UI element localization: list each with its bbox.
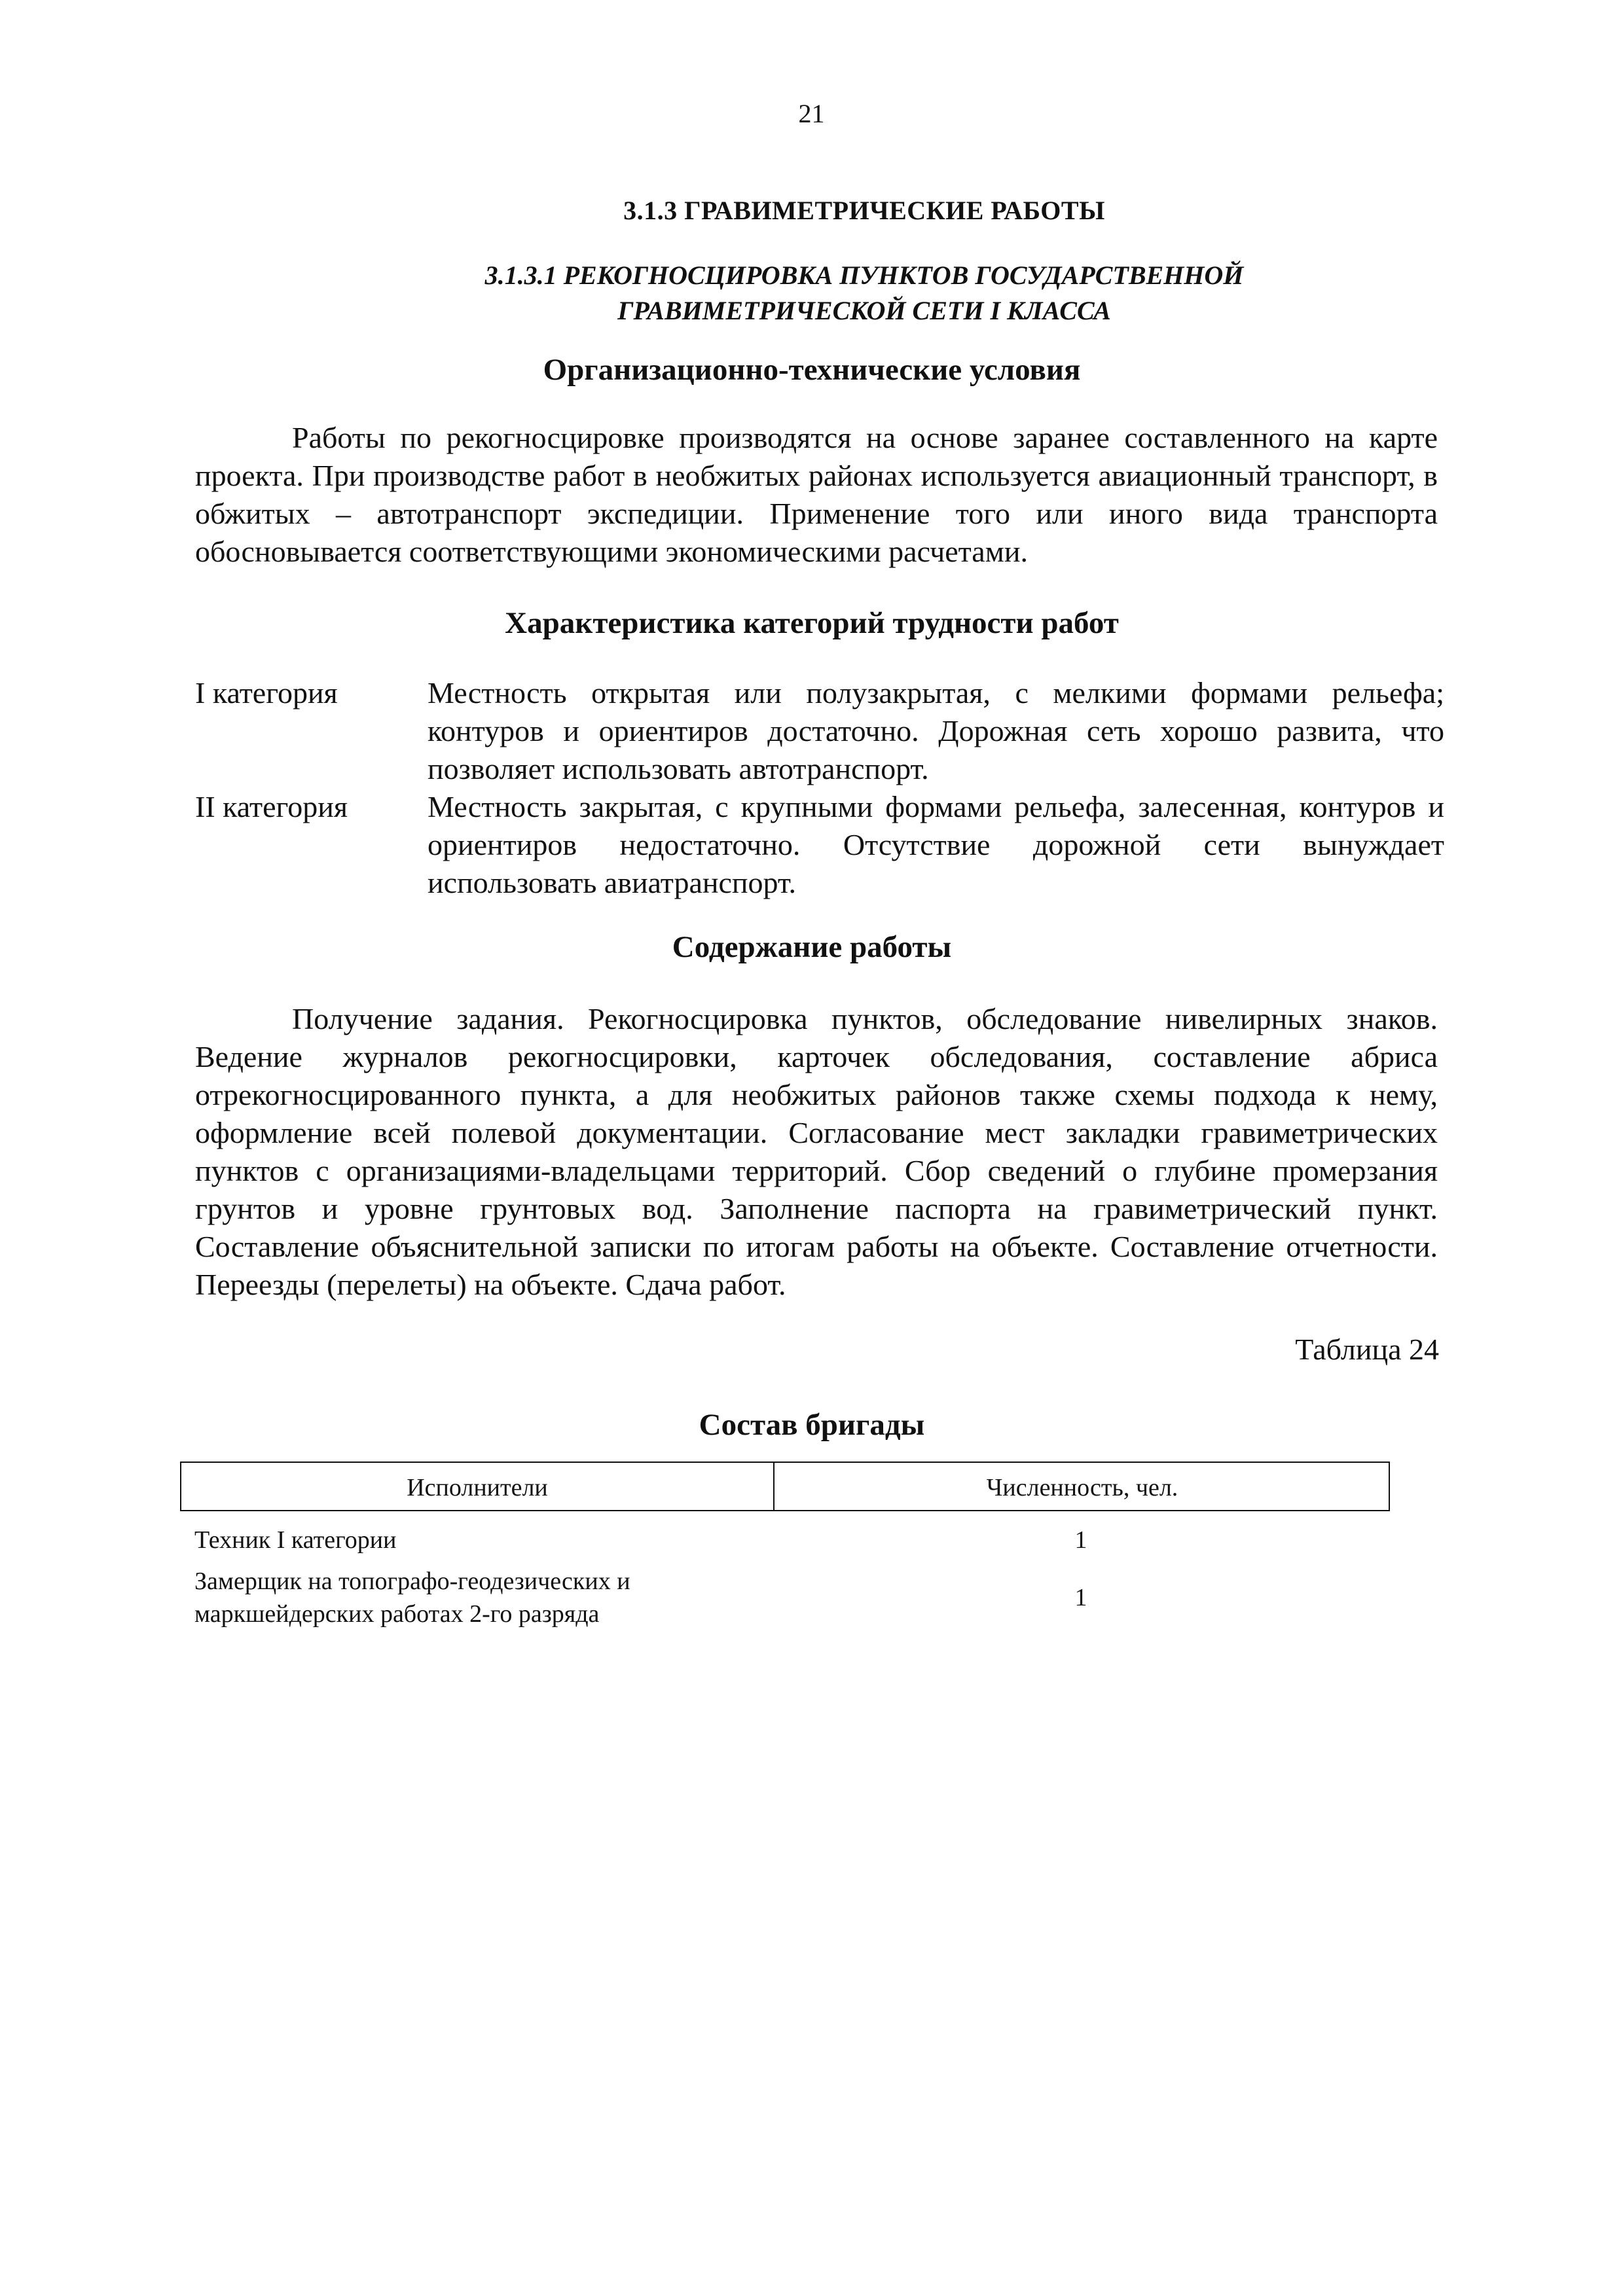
page-number: 21 (798, 99, 825, 128)
category-name: I категория (195, 676, 338, 709)
subsection-title-line-1: 3.1.3.1 РЕКОГНОСЦИРОВКА ПУНКТОВ ГОСУДАРСТВЕННОЙ (484, 260, 1244, 290)
performer-line-1: Техник I категории (194, 1526, 397, 1554)
org-conditions-heading: Организационно-технические условия (543, 353, 1081, 387)
subsection-title (196, 258, 1532, 329)
work-content-paragraph: Получение задания. Рекогносцировка пунктов, обследование нивелирных знаков. Ведение журналов рекогносцировки, карточек обследования, составление абриса отрекогносцированного пункта, а для необжитых районов также схемы подхода к нему, оформление всей полевой документации. Согласование мест закладки гравиметрических пунктов с организациями-владельцами территорий. Сбор сведений о глубине промерзания грунтов и уровне грунтовых вод. Заполнение паспорта на гравиметрический пункт. Составление объяснительной записки по итогам работы на объекте. Составление отчетности. Переезды (перелеты) на объекте. Сдача работ. (195, 1002, 1438, 1301)
performer-cell (194, 1524, 757, 1556)
section-title: 3.1.3 ГРАВИМЕТРИЧЕСКИЕ РАБОТЫ (623, 196, 1105, 225)
column-header-count: Численность, чел. (986, 1474, 1178, 1501)
count-cell: 1 (1074, 1584, 1087, 1611)
difficulty-heading: Характеристика категорий трудности работ (505, 606, 1119, 640)
team-table-title: Состав бригады (699, 1408, 925, 1442)
performer-cell (194, 1565, 757, 1630)
subsection-title-line-2: ГРАВИМЕТРИЧЕСКОЙ СЕТИ I КЛАССА (617, 296, 1111, 325)
category-name: II категория (195, 790, 348, 823)
performer-line-2: маркшейдерских работах 2-го разряда (194, 1600, 600, 1628)
team-table-header (180, 1462, 1390, 1511)
work-content-heading: Содержание работы (672, 930, 952, 964)
table-caption: Таблица 24 (1295, 1333, 1439, 1366)
count-cell: 1 (1074, 1526, 1087, 1554)
category-description: Местность открытая или полузакрытая, с мелкими формами рельефа; контуров и ориентиров достаточно. Дорожная сеть хорошо развита, что позволяет использовать автотранспорт. (428, 676, 1444, 785)
category-description: Местность закрытая, с крупными формами рельефа, залесенная, контуров и ориентиров недостаточно. Отсутствие дорожной сети вынуждает использовать авиатранспорт. (428, 790, 1444, 899)
org-conditions-paragraph: Работы по рекогносцировке производятся на основе заранее составленного на карте проекта. При производстве работ в необжитых районах используется авиационный транспорт, в обжитых – автотранспорт экспедиции. Применение того или иного вида транспорта обосновывается соответствующими экономическими расчетами. (195, 421, 1438, 568)
performer-line-1: Замерщик на топографо-геодезических и (194, 1568, 630, 1595)
column-header-performers: Исполнители (407, 1474, 548, 1501)
